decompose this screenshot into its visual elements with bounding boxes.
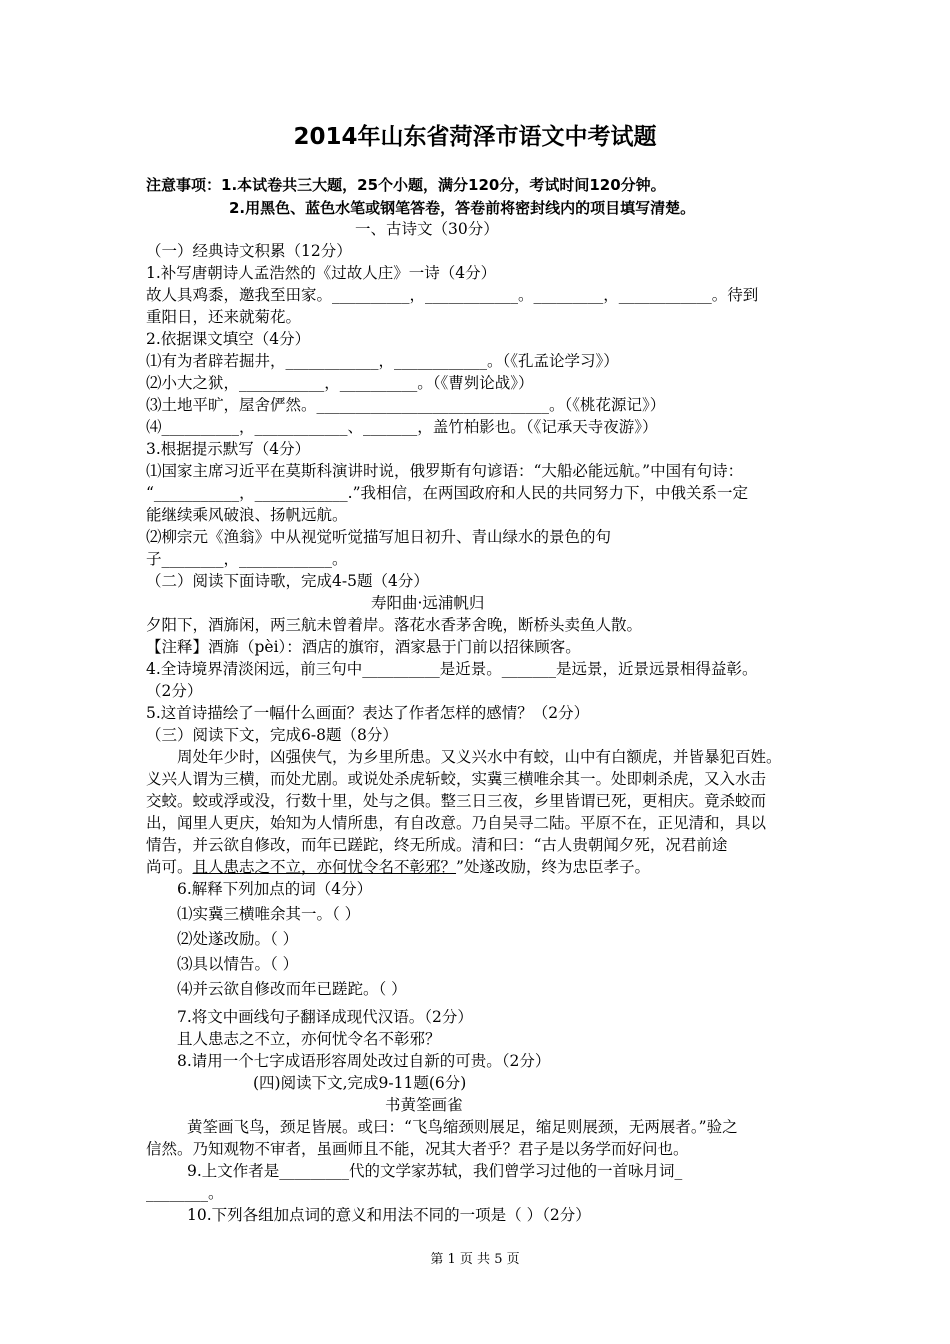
text-line: 1.补写唐朝诗人孟浩然的《过故人庄》一诗（4分） bbox=[146, 264, 497, 282]
text-4-title: 书黄筌画雀 bbox=[385, 1096, 463, 1114]
question-7-sentence: 且人患志之不立，亦何忧令名不彰邪？ bbox=[177, 1030, 441, 1048]
poem-line: 夕阳下，酒旆闲，两三航未曾着岸。落花水香茅舍晚，断桥头卖鱼人散。 bbox=[146, 616, 643, 634]
question-6-item: ⑶具以情告。（ ） bbox=[177, 955, 299, 973]
question-9-blank: ________。 bbox=[146, 1184, 224, 1202]
text-line: ⑶土地平旷，屋舍俨然。______________________________。（《桃花源记》） bbox=[146, 396, 666, 414]
question-7: 7.将文中画线句子翻译成现代汉语。（2分） bbox=[177, 1008, 473, 1026]
text-line: ⑷__________，____________、_______，盖竹柏影也。（《记承天寺夜游》） bbox=[146, 418, 658, 436]
notice-line-2: 2.用黑色、蓝色水笔或钢笔答卷，答卷前将密封线内的项目填写清楚。 bbox=[229, 199, 696, 217]
text-line: ⑴国家主席习近平在莫斯科演讲时说，俄罗斯有句谚语：“大船必能远航。”中国有句诗： bbox=[146, 462, 744, 480]
question-6-item: ⑷并云欲自修改而年已蹉跎。（ ） bbox=[177, 980, 407, 998]
page-title: 2014年山东省菏泽市语文中考试题 bbox=[293, 124, 657, 150]
question-4-score: （2分） bbox=[146, 682, 203, 700]
question-6-item: ⑵处遂改励。（ ） bbox=[177, 930, 299, 948]
poem-note: 【注释】酒旆（pèi）：酒店的旗帘，酒家悬于门前以招徕顾客。 bbox=[146, 638, 581, 656]
passage-line: 交蛟。蛟或浮或没，行数十里，处与之俱。整三日三夜，乡里皆谓已死，更相庆。竟杀蛟而 bbox=[146, 792, 767, 810]
question-6: 6.解释下列加点的词（4分） bbox=[177, 880, 373, 898]
text-line: 故人具鸡黍，邀我至田家。__________，____________。_________，____________。待到 bbox=[146, 286, 759, 304]
text-line: 2.依据课文填空（4分） bbox=[146, 330, 311, 348]
question-5: 5.这首诗描绘了一幅什么画面？表达了作者怎样的感情？（2分） bbox=[146, 704, 590, 722]
text-line: 3.根据提示默写（4分） bbox=[146, 440, 311, 458]
subsection-4: (四)阅读下文,完成9-11题(6分) bbox=[253, 1074, 467, 1092]
text-line: （一）经典诗文积累（12分） bbox=[146, 242, 352, 260]
question-10: 10.下列各组加点词的意义和用法不同的一项是（ ）（2分） bbox=[187, 1206, 591, 1224]
text-line: 重阳日，还来就菊花。 bbox=[146, 308, 302, 326]
text-line: 能继续乘风破浪、扬帆远航。 bbox=[146, 506, 348, 524]
passage-text: ”处遂改励，终为忠臣孝子。 bbox=[456, 858, 650, 876]
text-line: （二）阅读下面诗歌，完成4-5题（4分） bbox=[146, 572, 429, 590]
question-6-item: ⑴实冀三横唯余其一。（ ） bbox=[177, 905, 361, 923]
text-line: ⑵小大之狱，___________，__________。（《曹刿论战》） bbox=[146, 374, 534, 392]
passage-line: 周处年少时，凶强侠气，为乡里所患。又义兴水中有蛟，山中有白额虎，并皆暴犯百姓。 bbox=[177, 748, 782, 766]
passage-text: 尚可。 bbox=[146, 858, 193, 876]
passage-line: 情告，并云欲自修改，而年已蹉跎，终无所成。清和曰：“古人贵朝闻夕死，况君前途 bbox=[146, 836, 728, 854]
question-8: 8.请用一个七字成语形容周处改过自新的可贵。（2分） bbox=[177, 1052, 551, 1070]
passage-line: 义兴人谓为三横，而处尤剧。或说处杀虎斩蛟，实冀三横唯余其一。处即刺杀虎，又入水击 bbox=[146, 770, 767, 788]
text-4-line: 信然。乃知观物不审者，虽画师且不能，况其大者乎？君子是以务学而好问也。 bbox=[146, 1140, 689, 1158]
text-line: ⑴有为者辟若掘井，____________，____________。（《孔孟论学习》） bbox=[146, 352, 619, 370]
poem-title: 寿阳曲·远浦帆归 bbox=[371, 594, 485, 612]
text-4-line: 黄筌画飞鸟，颈足皆展。或曰：“飞鸟缩颈则展足，缩足则展颈，无两展者。”验之 bbox=[187, 1118, 738, 1136]
passage-line: 出，闻里人更庆，始知为人情所患，有自改意。乃自吴寻二陆。平原不在，正见清和，具以 bbox=[146, 814, 767, 832]
question-9: 9.上文作者是_________代的文学家苏轼，我们曾学习过他的一首咏月词_ bbox=[187, 1162, 683, 1180]
section-heading-1: 一、古诗文（30分） bbox=[355, 220, 499, 238]
notice-line-1: 注意事项：1.本试卷共三大题，25个小题，满分120分，考试时间120分钟。 bbox=[146, 176, 666, 194]
page-footer: 第 1 页 共 5 页 bbox=[430, 1252, 520, 1267]
question-4: 4.全诗境界清淡闲远，前三句中__________是近景。_______是远景，近景远景相得益彰。 bbox=[146, 660, 758, 678]
text-line: “___________，____________.”我相信，在两国政府和人民的共同努力下，中俄关系一定 bbox=[146, 484, 749, 502]
text-line: ⑵柳宗元《渔翁》中从视觉听觉描写旭日初升、青山绿水的景色的句 bbox=[146, 528, 612, 546]
text-line: 子________，____________。 bbox=[146, 550, 348, 568]
passage-line-last bbox=[146, 857, 650, 877]
underlined-sentence: 且人患志之不立，亦何忧令名不彰邪？ bbox=[192, 858, 457, 876]
subsection-3: （三）阅读下文，完成6-8题（8分） bbox=[146, 726, 398, 744]
